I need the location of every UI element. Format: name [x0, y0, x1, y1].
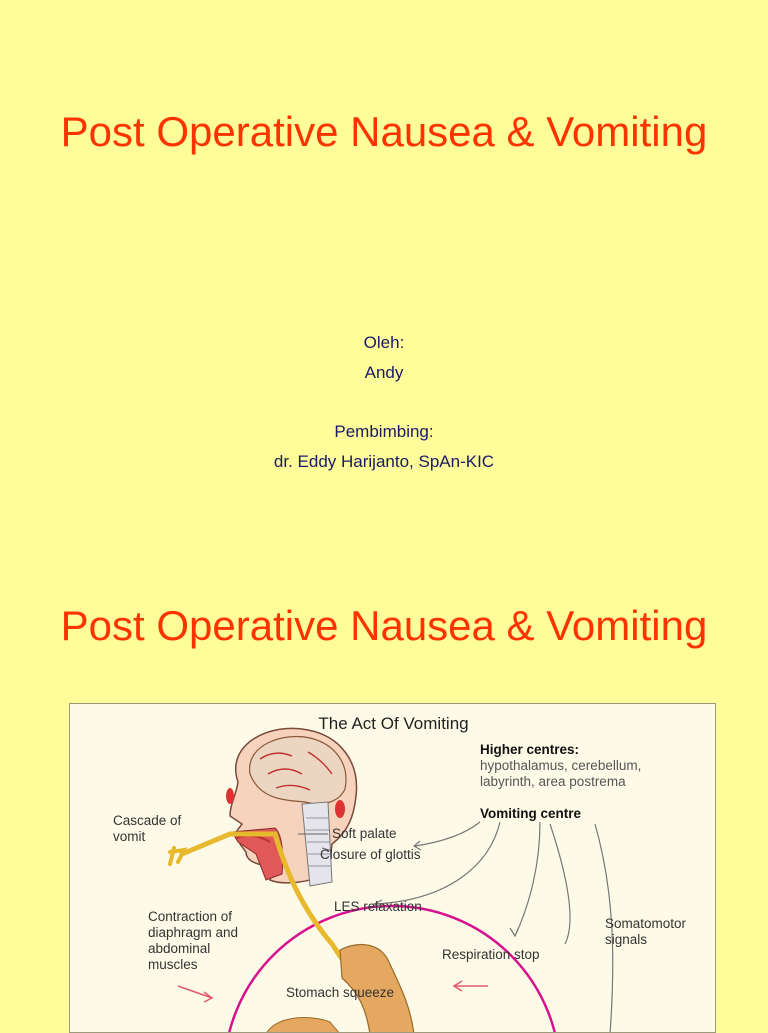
slide-title: Post Operative Nausea & Vomiting: [60, 108, 708, 155]
intestine: [266, 1018, 340, 1033]
vomit-spray: [170, 848, 184, 864]
contraction-label: Contraction of diaphragm and abdominal muscles: [148, 909, 239, 972]
red-spot-left: [226, 788, 234, 804]
higher-centres-line2: labyrinth, area postrema: [480, 774, 626, 789]
arrow-soft-palate: [415, 822, 480, 846]
anatomy-illustration: [70, 704, 716, 1033]
higher-centres-line1: hypothalamus, cerebellum,: [480, 758, 642, 773]
advisor-label: Pembimbing:: [334, 422, 434, 441]
soft-palate-label: Soft palate: [332, 826, 397, 841]
arrow-respiration: [515, 822, 540, 936]
red-spot-right: [335, 800, 345, 818]
vomiting-slide: [0, 568, 768, 1024]
author-label: Oleh:: [363, 333, 405, 352]
vomiting-diagram: [69, 703, 716, 1033]
somatomotor-label: Somatomotor signals: [605, 916, 687, 947]
slide-title: Post Operative Nausea & Vomiting: [60, 602, 708, 649]
advisor-name: dr. Eddy Harijanto, SpAn-KIC: [273, 452, 495, 471]
glottis-label: Closure of glottis: [320, 847, 421, 862]
author-name: Andy: [364, 363, 404, 382]
respiration-label: Respiration stop: [442, 947, 540, 962]
spacer: [0, 388, 768, 417]
vomiting-centre-label: Vomiting centre: [480, 806, 582, 821]
arrow-diaphragm: [178, 986, 212, 998]
credits: [0, 328, 768, 477]
les-label: LES relaxation: [334, 899, 422, 914]
diagram-title: The Act Of Vomiting: [318, 714, 469, 733]
higher-centres-title: Higher centres:: [480, 742, 580, 757]
stomach-label: Stomach squeeze: [286, 985, 395, 1000]
cascade-label: Cascade of vomit: [113, 813, 182, 844]
